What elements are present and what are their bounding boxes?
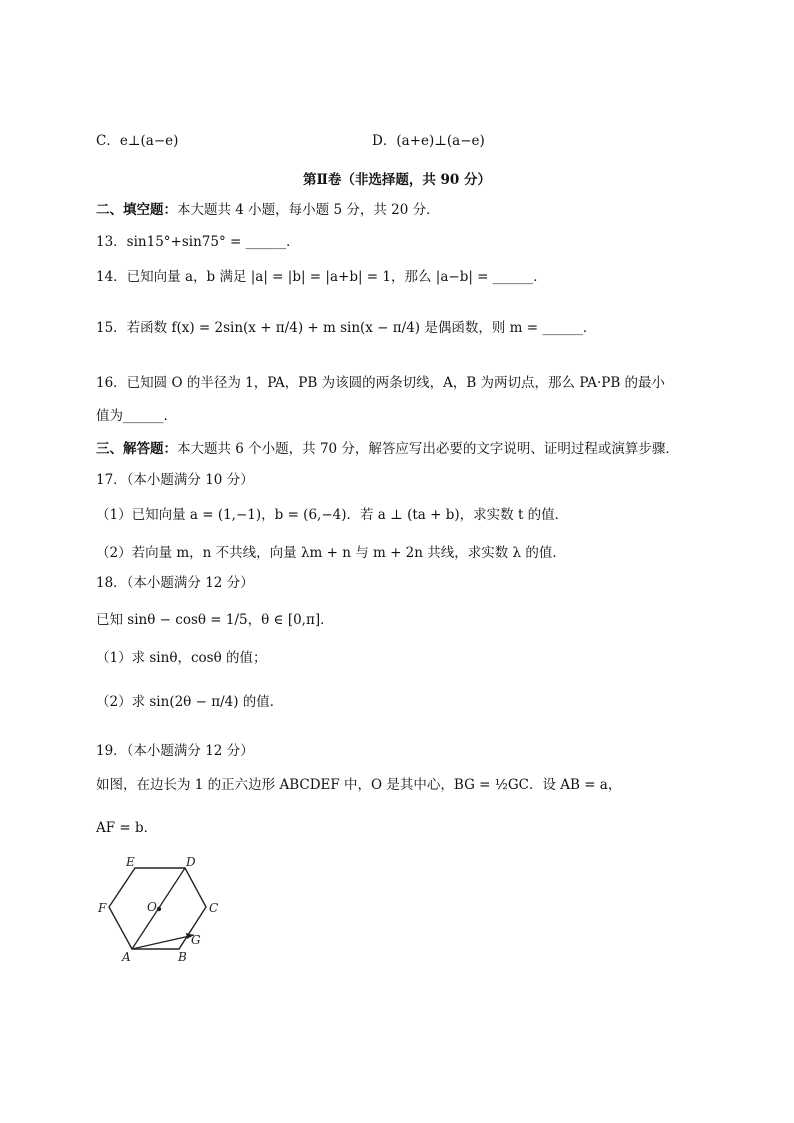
fill-desc: 本大题共 4 小题，每小题 5 分，共 20 分． xyxy=(177,202,440,218)
question-17-part1: （1）已知向量 a = (1,−1)，b = (6,−4)．若 a ⊥ (ta + b)，求实数 t 的值． xyxy=(96,507,569,523)
segment-AG xyxy=(132,935,194,949)
label-B: B xyxy=(178,950,187,964)
question-16-line2: 值为______． xyxy=(96,408,177,424)
label-A: A xyxy=(122,950,131,964)
label-G: G xyxy=(191,933,201,947)
center-point xyxy=(157,907,161,911)
question-19-line1: 如图，在边长为 1 的正六边形 ABCDEF 中，O 是其中心，BG = ½GC．设 AB = a， xyxy=(96,777,622,793)
question-17-head: 17．（本小题满分 10 分） xyxy=(96,472,254,488)
option-d: D．(a+e)⊥(a−e) xyxy=(372,133,485,149)
label-D: D xyxy=(186,855,196,869)
section-title: 第Ⅱ卷（非选择题，共 90 分） xyxy=(302,172,492,188)
label-F: F xyxy=(98,901,107,915)
question-13: 13．sin15°+sin75° = ______． xyxy=(96,234,300,250)
question-18-given: 已知 sinθ − cosθ = 1/5，θ ∈ [0,π]． xyxy=(96,612,334,628)
label-E: E xyxy=(126,855,135,869)
question-14: 14．已知向量 a，b 满足 |a| = |b| = |a+b| = 1，那么 |a−b| = ______． xyxy=(96,269,547,285)
question-19-line2: AF = b． xyxy=(96,820,158,836)
question-18-head: 18．（本小题满分 12 分） xyxy=(96,575,254,591)
question-15: 15．若函数 f(x) = 2sin(x + π/4) + m sin(x − π/4) 是偶函数，则 m = ______． xyxy=(96,320,597,336)
fill-section-intro xyxy=(96,200,440,220)
question-18-part1: （1）求 sinθ，cosθ 的值； xyxy=(96,650,267,666)
solve-desc: 本大题共 6 个小题，共 70 分，解答应写出必要的文字说明、证明过程或演算步骤． xyxy=(177,441,679,457)
label-C: C xyxy=(209,901,219,915)
label-O: O xyxy=(147,900,157,914)
question-19-head: 19．（本小题满分 12 分） xyxy=(96,743,254,759)
question-17-part2: （2）若向量 m，n 不共线，向量 λm + n 与 m + 2n 共线，求实数 λ 的值． xyxy=(96,545,566,561)
solve-section-intro xyxy=(96,439,679,459)
solve-heading: 三、解答题： xyxy=(96,441,177,457)
option-c: C．e⊥(a−e) xyxy=(96,133,179,149)
fill-heading: 二、填空题： xyxy=(96,202,177,218)
question-18-part2: （2）求 sin(2θ − π/4) 的值． xyxy=(96,694,284,710)
hexagon-figure xyxy=(96,855,226,967)
question-16-line1: 16．已知圆 O 的半径为 1，PA，PB 为该圆的两条切线，A，B 为两切点，那么 PA·PB 的最小 xyxy=(96,375,666,391)
